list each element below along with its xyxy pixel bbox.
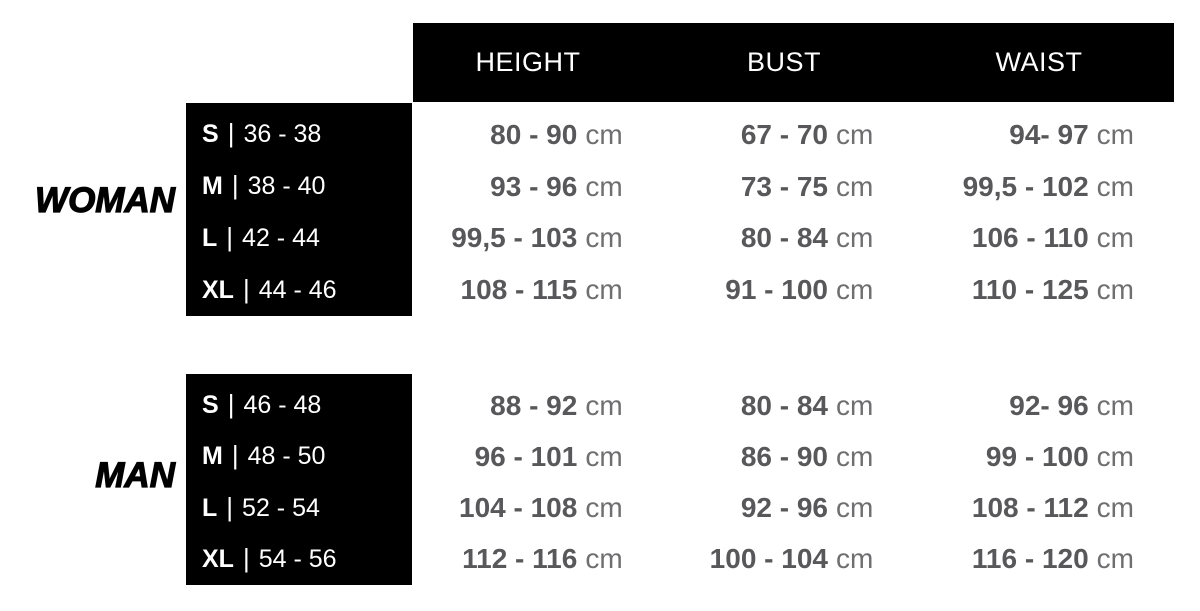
section-man — [0, 374, 1200, 585]
value-number: 99,5 - 102 — [962, 170, 1089, 202]
size-box-man — [186, 374, 412, 585]
section-label-woman: WOMAN — [35, 180, 175, 220]
value-number: 100 - 104 — [709, 543, 828, 575]
size-separator: | — [231, 440, 239, 471]
values-grid-man — [413, 374, 1174, 585]
size-letter: M — [202, 172, 223, 201]
size-letter: S — [202, 120, 219, 149]
value-number: 104 - 108 — [459, 492, 578, 524]
size-separator: | — [242, 273, 250, 304]
size-range: 46 - 48 — [243, 391, 322, 420]
waist-value — [920, 380, 1174, 431]
value-unit: cm — [585, 492, 623, 524]
height-value — [413, 483, 667, 534]
value-number: 80 - 84 — [740, 389, 828, 421]
size-separator: | — [227, 389, 235, 420]
bust-value — [667, 380, 921, 431]
height-value — [413, 264, 667, 316]
size-letter: L — [202, 223, 218, 252]
size-range: 42 - 44 — [242, 223, 320, 252]
value-number: 112 - 116 — [462, 543, 578, 575]
size-range: 44 - 46 — [258, 275, 337, 304]
column-header-bust: BUST — [746, 47, 821, 77]
size-cell — [202, 119, 412, 150]
value-number: 93 - 96 — [490, 170, 578, 202]
size-letter: XL — [202, 544, 234, 573]
value-unit: cm — [585, 222, 623, 254]
value-unit: cm — [1096, 118, 1134, 150]
height-value — [413, 380, 667, 431]
value-unit: cm — [1096, 389, 1134, 421]
value-number: 116 - 120 — [971, 543, 1089, 575]
section-label-man: MAN — [95, 455, 175, 495]
bust-value — [667, 109, 921, 161]
bust-value — [667, 161, 921, 213]
size-cell — [202, 544, 412, 575]
waist-value — [920, 109, 1174, 161]
size-letter: M — [202, 442, 223, 471]
bust-value — [667, 264, 921, 316]
column-header-height: HEIGHT — [475, 47, 581, 77]
size-cell — [202, 390, 412, 421]
value-unit: cm — [1096, 543, 1134, 575]
table-header-bar — [413, 23, 1174, 102]
size-letter: XL — [202, 275, 234, 304]
value-number: 80 - 84 — [740, 222, 828, 254]
value-number: 110 - 125 — [971, 274, 1089, 306]
size-cell — [202, 275, 412, 306]
size-cell — [202, 223, 412, 254]
section-woman — [0, 103, 1200, 316]
waist-value — [920, 534, 1174, 585]
value-number: 94- 97 — [1009, 118, 1089, 150]
size-range: 54 - 56 — [258, 544, 337, 573]
waist-value — [920, 161, 1174, 213]
value-unit: cm — [836, 170, 874, 202]
value-number: 108 - 112 — [971, 492, 1089, 524]
value-unit: cm — [1096, 170, 1134, 202]
size-range: 36 - 38 — [243, 120, 322, 149]
bust-value — [667, 534, 921, 585]
value-unit: cm — [836, 222, 874, 254]
height-value — [413, 161, 667, 213]
size-separator: | — [226, 221, 234, 252]
value-unit: cm — [585, 170, 623, 202]
value-number: 96 - 101 — [474, 440, 578, 472]
size-cell — [202, 441, 412, 472]
bust-value — [667, 213, 921, 265]
height-value — [413, 213, 667, 265]
size-cell — [202, 171, 412, 202]
value-number: 86 - 90 — [740, 440, 828, 472]
size-separator: | — [231, 170, 239, 201]
bust-value — [667, 431, 921, 482]
value-unit: cm — [836, 389, 874, 421]
height-value — [413, 534, 667, 585]
size-separator: | — [226, 491, 234, 522]
size-box-woman — [186, 103, 412, 316]
waist-value — [920, 483, 1174, 534]
value-number: 91 - 100 — [725, 274, 828, 306]
value-unit: cm — [836, 118, 874, 150]
value-unit: cm — [836, 492, 874, 524]
value-number: 92- 96 — [1009, 389, 1089, 421]
value-unit: cm — [585, 274, 623, 306]
values-grid-woman — [413, 103, 1174, 316]
value-number: 99,5 - 103 — [451, 222, 578, 254]
value-unit: cm — [836, 274, 874, 306]
value-unit: cm — [836, 543, 874, 575]
value-number: 108 - 115 — [460, 274, 578, 306]
bust-value — [667, 483, 921, 534]
value-unit: cm — [836, 440, 874, 472]
size-range: 52 - 54 — [242, 493, 320, 522]
value-number: 88 - 92 — [490, 389, 578, 421]
value-unit: cm — [585, 543, 623, 575]
value-unit: cm — [1096, 222, 1134, 254]
value-number: 99 - 100 — [985, 440, 1089, 472]
height-value — [413, 431, 667, 482]
value-unit: cm — [1096, 274, 1134, 306]
size-range: 48 - 50 — [247, 442, 326, 471]
value-unit: cm — [585, 440, 623, 472]
value-number: 73 - 75 — [740, 170, 828, 202]
value-unit: cm — [1096, 492, 1134, 524]
size-separator: | — [242, 542, 250, 573]
value-number: 80 - 90 — [490, 118, 578, 150]
size-range: 38 - 40 — [247, 172, 326, 201]
value-number: 106 - 110 — [971, 222, 1089, 254]
value-number: 92 - 96 — [740, 492, 828, 524]
height-value — [413, 109, 667, 161]
value-unit: cm — [1096, 440, 1134, 472]
column-header-waist: WAIST — [995, 47, 1083, 77]
size-letter: S — [202, 391, 219, 420]
size-letter: L — [202, 493, 218, 522]
value-unit: cm — [585, 389, 623, 421]
value-unit: cm — [585, 118, 623, 150]
waist-value — [920, 213, 1174, 265]
size-cell — [202, 493, 412, 524]
value-number: 67 - 70 — [740, 118, 828, 150]
waist-value — [920, 431, 1174, 482]
size-separator: | — [227, 118, 235, 149]
waist-value — [920, 264, 1174, 316]
